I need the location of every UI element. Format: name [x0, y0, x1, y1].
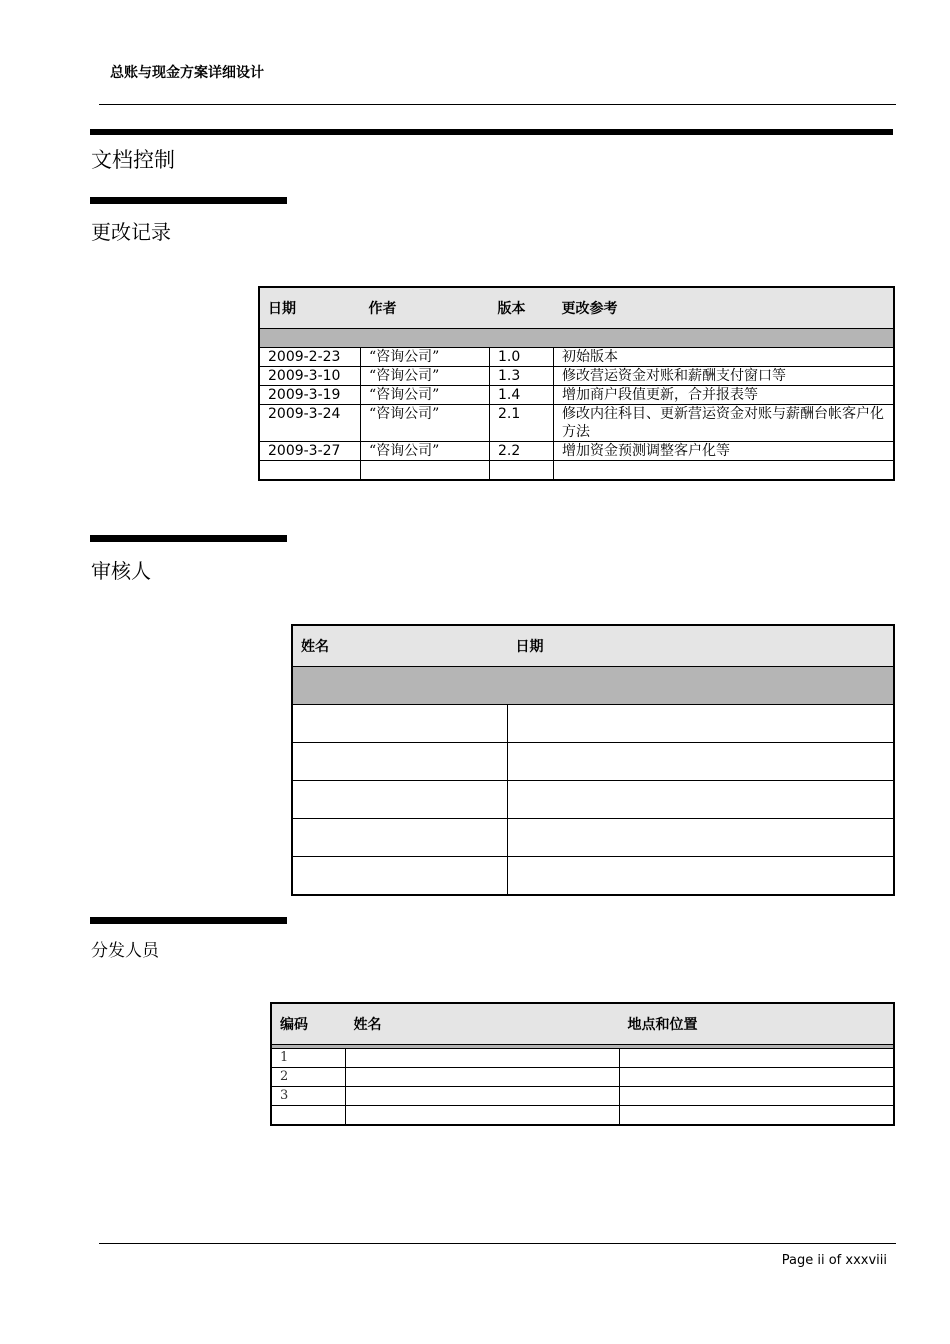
header-separator [293, 667, 894, 705]
cell-date [260, 461, 361, 480]
column-header-location: 地点和位置 [620, 1004, 894, 1045]
cell-change-ref: 初始版本 [554, 348, 894, 367]
column-header-date: 日期 [508, 626, 894, 667]
doc-control-heading: 文档控制 [91, 148, 175, 172]
cell-date: 2009-3-10 [260, 367, 361, 386]
column-header-change-ref: 更改参考 [554, 288, 894, 329]
cell-version: 2.2 [490, 442, 554, 461]
cell-date: 2009-3-27 [260, 442, 361, 461]
table-row [272, 1106, 894, 1125]
change-log-header-row [260, 288, 894, 329]
column-header-name: 姓名 [293, 626, 508, 667]
cell-date: 2009-3-24 [260, 405, 361, 442]
cell-name [293, 743, 508, 781]
column-header-version: 版本 [490, 288, 554, 329]
table-row [293, 743, 894, 781]
cell-name [346, 1068, 620, 1087]
section-rule-change-log [90, 197, 287, 204]
cell-name [346, 1049, 620, 1068]
document-header-title: 总账与现金方案详细设计 [110, 65, 264, 81]
cell-author: “咨询公司” [361, 386, 490, 405]
cell-change-ref [554, 461, 894, 480]
table-row [260, 348, 894, 367]
footer-divider [99, 1243, 896, 1244]
table-row [260, 386, 894, 405]
cell-author: “咨询公司” [361, 348, 490, 367]
cell-location [620, 1049, 894, 1068]
cell-name [293, 781, 508, 819]
reviewers-table [292, 625, 894, 895]
table-row [293, 705, 894, 743]
table-row [272, 1068, 894, 1087]
table-row [293, 857, 894, 895]
cell-date [508, 705, 894, 743]
cell-date [508, 781, 894, 819]
distribution-header-row [272, 1004, 894, 1045]
cell-code: 1 [272, 1049, 346, 1068]
cell-name [293, 857, 508, 895]
cell-change-ref: 增加资金预测调整客户化等 [554, 442, 894, 461]
table-row [293, 819, 894, 857]
cell-date: 2009-3-19 [260, 386, 361, 405]
cell-change-ref: 修改内往科目、更新营运资金对账与薪酬台帐客户化方法 [554, 405, 894, 442]
table-row [260, 461, 894, 480]
cell-version: 1.4 [490, 386, 554, 405]
cell-change-ref: 增加商户段值更新，合并报表等 [554, 386, 894, 405]
column-header-date: 日期 [260, 288, 361, 329]
cell-code [272, 1106, 346, 1125]
header-divider [99, 104, 896, 105]
table-row [272, 1049, 894, 1068]
table-row [260, 367, 894, 386]
column-header-code: 编码 [272, 1004, 346, 1045]
cell-name [346, 1106, 620, 1125]
table-row [260, 442, 894, 461]
cell-change-ref: 修改营运资金对账和薪酬支付窗口等 [554, 367, 894, 386]
cell-version [490, 461, 554, 480]
cell-date [508, 743, 894, 781]
cell-location [620, 1087, 894, 1106]
distribution-table [271, 1003, 894, 1125]
change-log-heading: 更改记录 [91, 220, 171, 244]
column-header-author: 作者 [361, 288, 490, 329]
cell-code: 3 [272, 1087, 346, 1106]
column-header-name: 姓名 [346, 1004, 620, 1045]
cell-date: 2009-2-23 [260, 348, 361, 367]
cell-author [361, 461, 490, 480]
table-row [272, 1087, 894, 1106]
cell-location [620, 1106, 894, 1125]
cell-date [508, 819, 894, 857]
cell-date [508, 857, 894, 895]
cell-name [293, 819, 508, 857]
cell-author: “咨询公司” [361, 405, 490, 442]
page-number: Page ii of xxxviii [781, 1253, 887, 1268]
cell-author: “咨询公司” [361, 442, 490, 461]
cell-version: 1.0 [490, 348, 554, 367]
reviewers-header-row [293, 626, 894, 667]
section-rule-distribution [90, 917, 287, 924]
cell-version: 2.1 [490, 405, 554, 442]
table-row [260, 405, 894, 442]
cell-code: 2 [272, 1068, 346, 1087]
distribution-heading: 分发人员 [91, 941, 159, 961]
reviewers-heading: 审核人 [91, 559, 151, 583]
cell-version: 1.3 [490, 367, 554, 386]
table-row [293, 781, 894, 819]
change-log-table [259, 287, 894, 480]
section-rule-doc-control [90, 129, 893, 135]
header-separator [260, 329, 894, 348]
cell-location [620, 1068, 894, 1087]
section-rule-reviewers [90, 535, 287, 542]
cell-author: “咨询公司” [361, 367, 490, 386]
cell-name [293, 705, 508, 743]
cell-name [346, 1087, 620, 1106]
